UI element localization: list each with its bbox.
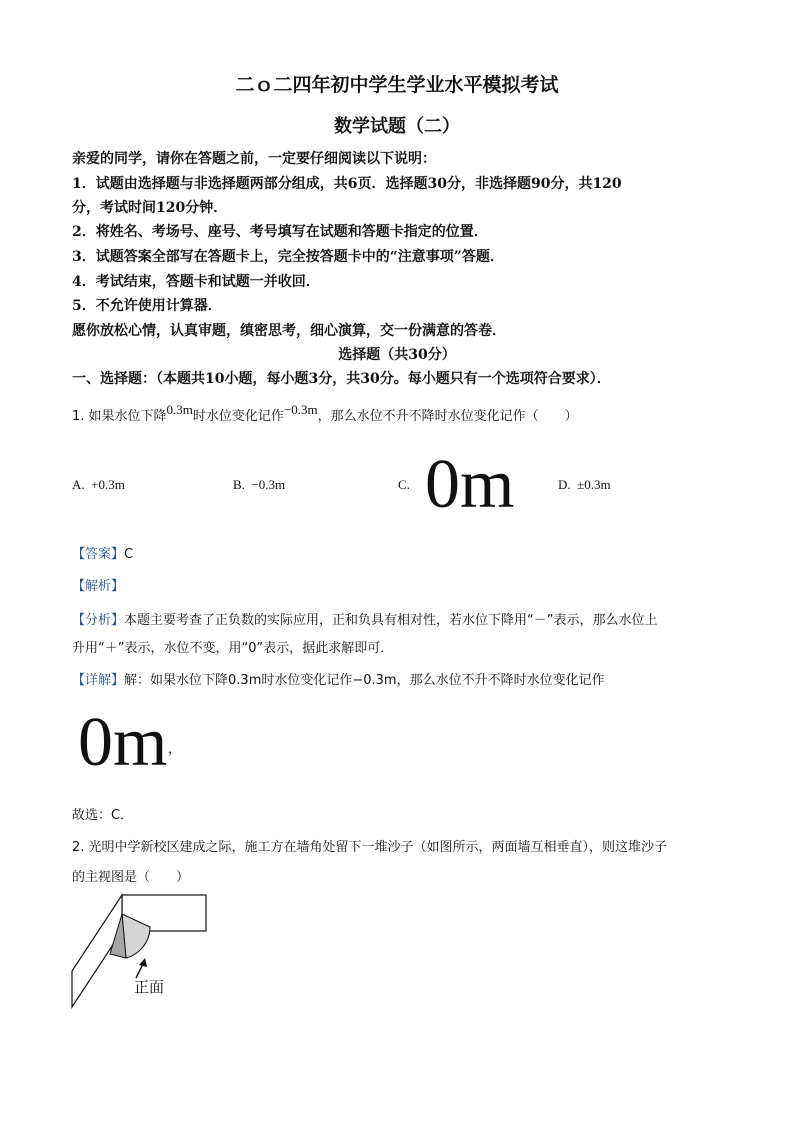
detail-value: 0m	[78, 704, 168, 781]
math-value: 0.3m	[166, 402, 193, 417]
instruction-line: 分，考试时间120分钟．	[72, 200, 228, 216]
detail-line: 【详解】解：如果水位下降0.3m时水位变化记作−0.3m，那么水位不升不降时水位变化记作	[72, 673, 605, 688]
answer-value: C	[124, 547, 134, 562]
option-b: B. −0.3m	[233, 477, 286, 492]
option-d: D. ±0.3m	[558, 477, 611, 492]
exam-title: 二ｏ二四年初中学生学业水平模拟考试	[235, 74, 559, 96]
instruction-line: 4．考试结束，答题卡和试题一并收回．	[72, 274, 320, 290]
question-2-stem: 2. 光明中学新校区建成之际，施工方在墙角处留下一堆沙子（如图所示，两面墙互相垂直），则这堆沙子	[72, 840, 668, 855]
answer-line	[72, 543, 133, 562]
exam-subtitle: 数学试题（二）	[334, 116, 460, 137]
fenxi-tag: 【分析】	[72, 613, 125, 628]
option-c-value: 0m	[425, 446, 515, 523]
instruction-line: 5．不允许使用计算器．	[72, 298, 222, 314]
part-title: 一、选择题：（本题共10小题，每小题3分，共30分。每小题只有一个选项符合要求）．	[72, 371, 611, 387]
detail-tag: 【详解】	[72, 673, 125, 688]
option-a: A. +0.3m	[72, 477, 125, 492]
question-1-stem: 1. 如果水位下降0.3m时水位变化记作−0.3m，那么水位不升不降时水位变化记作（ ）	[72, 402, 578, 424]
fenxi-line: 【分析】本题主要考查了正负数的实际应用，正和负具有相对性，若水位下降用“－”表示，那么水位上	[72, 613, 658, 628]
fenxi-line-2: 升用“＋”表示，水位不变，用“0”表示，据此求解即可．	[72, 641, 394, 656]
figure-label: 正面	[134, 978, 165, 996]
instruction-line: 2．将姓名、考场号、座号、考号填写在试题和答题卡指定的位置．	[72, 224, 488, 240]
detail-comma: ，	[168, 742, 182, 757]
option-c: C.	[398, 477, 410, 492]
instructions-closing: 愿你放松心情，认真审题，缜密思考，细心演算，交一份满意的答卷．	[72, 323, 506, 339]
answer-tag: 【答案】	[72, 547, 125, 562]
instruction-line: 1．试题由选择题与非选择题两部分组成，共6页．选择题30分，非选择题90分，共120	[72, 176, 622, 192]
choose-line: 故选：C．	[72, 808, 134, 823]
analysis-tag: 【解析】	[72, 579, 125, 594]
instruction-line: 3．试题答案全部写在答题卡上，完全按答题卡中的“注意事项”答题．	[72, 249, 504, 265]
sand-corner-figure	[68, 892, 218, 1017]
question-2-stem-2: 的主视图是（ ）	[72, 870, 190, 885]
section-heading: 选择题（共30分）	[338, 347, 456, 363]
instructions-intro: 亲爱的同学，请你在答题之前，一定要仔细阅读以下说明：	[72, 151, 436, 167]
math-value: −0.3m	[283, 402, 318, 417]
arrow-head	[139, 958, 147, 967]
